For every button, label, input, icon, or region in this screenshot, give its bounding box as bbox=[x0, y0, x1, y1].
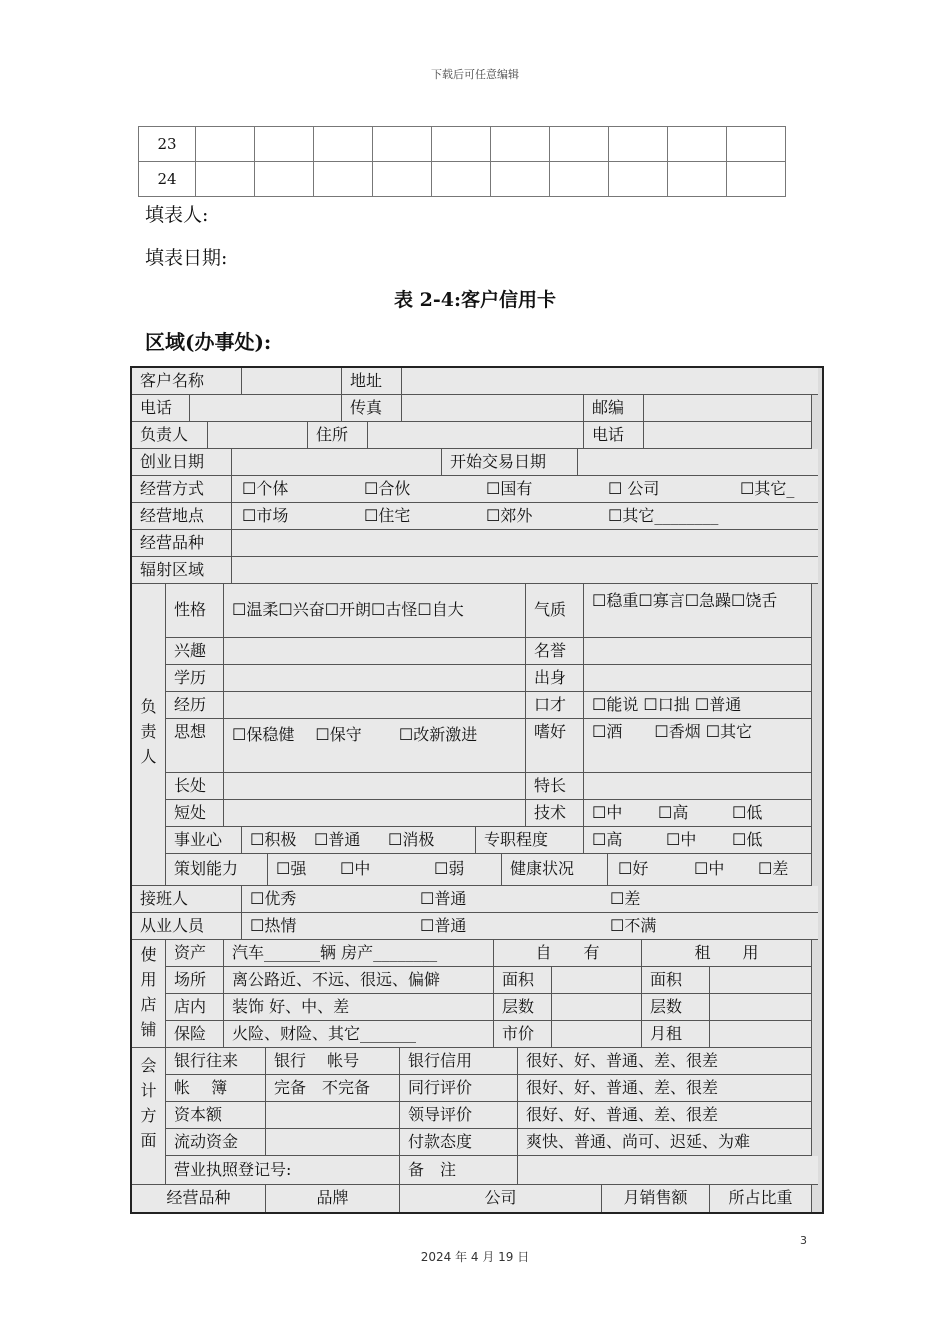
rent-floors-label: 层数 bbox=[642, 994, 710, 1021]
successor-normal[interactable]: ☐普通 bbox=[420, 889, 467, 908]
temperament-label: 气质 bbox=[526, 584, 584, 638]
fax-label: 传真 bbox=[342, 395, 402, 422]
owner-label: 负责人 bbox=[132, 422, 208, 449]
radiation-area-value[interactable] bbox=[232, 557, 818, 584]
business-location-options bbox=[232, 503, 818, 530]
health-poor[interactable]: ☐差 bbox=[758, 859, 789, 878]
address-label: 地址 bbox=[342, 368, 402, 395]
career-passive[interactable]: ☐消极 bbox=[388, 830, 435, 849]
market-price-value[interactable] bbox=[552, 1021, 642, 1048]
character-label: 性格 bbox=[166, 584, 224, 638]
reputation-value[interactable] bbox=[584, 638, 812, 665]
bank-credit-scale[interactable]: 很好、好、普通、差、很差 bbox=[518, 1048, 812, 1075]
hobby-label: 兴趣 bbox=[166, 638, 224, 665]
filler-label: 填表人: bbox=[145, 204, 209, 226]
reputation-label: 名誉 bbox=[526, 638, 584, 665]
founded-label: 创业日期 bbox=[132, 449, 232, 476]
option-company[interactable]: ☐ 公司 bbox=[608, 479, 660, 498]
own-floors-label: 层数 bbox=[494, 994, 552, 1021]
dedication-options bbox=[584, 827, 812, 854]
assets-value[interactable]: 汽车_______辆 房产________ bbox=[224, 940, 494, 967]
skill-options bbox=[584, 800, 812, 827]
planning-options bbox=[268, 854, 502, 886]
successor-options bbox=[242, 886, 818, 913]
habit-label: 嗜好 bbox=[526, 719, 584, 773]
staff-enthusiastic[interactable]: ☐热情 bbox=[250, 916, 297, 935]
planning-weak[interactable]: ☐弱 bbox=[434, 859, 465, 878]
rent-area-label: 面积 bbox=[642, 967, 710, 994]
successor-excellent[interactable]: ☐优秀 bbox=[250, 889, 297, 908]
leader-review-label: 领导评价 bbox=[400, 1102, 518, 1129]
temperament-options[interactable]: ☐稳重☐寡言☐急躁☐饶舌 bbox=[584, 584, 812, 638]
radiation-area-label: 辐射区域 bbox=[132, 557, 232, 584]
business-variety-value[interactable] bbox=[232, 530, 818, 557]
bank-label: 银行往来 bbox=[166, 1048, 266, 1075]
person-section-label: 负责人 bbox=[132, 584, 166, 886]
career-active[interactable]: ☐积极 bbox=[250, 830, 297, 849]
interior-value[interactable]: 装饰 好、中、差 bbox=[224, 994, 494, 1021]
option-partnership[interactable]: ☐合伙 bbox=[364, 479, 411, 498]
strength-label: 长处 bbox=[166, 773, 224, 800]
business-mode-options bbox=[232, 476, 818, 503]
fax-value[interactable] bbox=[402, 395, 584, 422]
address-value[interactable] bbox=[402, 368, 818, 395]
start-trade-value[interactable] bbox=[578, 449, 818, 476]
character-options[interactable]: ☐温柔☐兴奋☐开朗☐古怪☐自大 bbox=[224, 584, 526, 638]
row-number: 24 bbox=[139, 162, 196, 197]
table-title: 表 2-4:客户信用卡 bbox=[394, 289, 556, 311]
variety-header: 经营品种 bbox=[132, 1185, 266, 1212]
successor-label: 接班人 bbox=[132, 886, 242, 913]
brand-header: 品牌 bbox=[266, 1185, 400, 1212]
remark-value[interactable] bbox=[518, 1156, 818, 1185]
health-good[interactable]: ☐好 bbox=[618, 859, 649, 878]
dedication-low[interactable]: ☐低 bbox=[732, 830, 763, 849]
shop-section-label: 使用店铺 bbox=[132, 940, 166, 1048]
skill-medium[interactable]: ☐中 bbox=[592, 803, 623, 822]
business-variety-label: 经营品种 bbox=[132, 530, 232, 557]
table-row bbox=[139, 127, 786, 162]
habit-options[interactable]: ☐酒 ☐香烟 ☐其它 bbox=[584, 719, 812, 773]
owner-value[interactable] bbox=[208, 422, 308, 449]
planning-strong[interactable]: ☐强 bbox=[276, 859, 307, 878]
zip-label: 邮编 bbox=[584, 395, 644, 422]
hobby-value[interactable] bbox=[224, 638, 526, 665]
weakness-value[interactable] bbox=[224, 800, 526, 827]
footer-date: 2024 年 4 月 19 日 bbox=[420, 1250, 530, 1264]
option-individual[interactable]: ☐个体 bbox=[242, 479, 289, 498]
health-label: 健康状况 bbox=[502, 854, 608, 886]
origin-label: 出身 bbox=[526, 665, 584, 692]
specialty-label: 特长 bbox=[526, 773, 584, 800]
rent-area-value[interactable] bbox=[710, 967, 812, 994]
option-location-other[interactable]: ☐其它________ bbox=[608, 506, 719, 525]
liquid-funds-label: 流动资金 bbox=[166, 1129, 266, 1156]
company-header: 公司 bbox=[400, 1185, 602, 1212]
staff-normal[interactable]: ☐普通 bbox=[420, 916, 467, 935]
insurance-value[interactable]: 火险、财险、其它_______ bbox=[224, 1021, 494, 1048]
monthly-rent-value[interactable] bbox=[710, 1021, 812, 1048]
skill-low[interactable]: ☐低 bbox=[732, 803, 763, 822]
peer-review-label: 同行评价 bbox=[400, 1075, 518, 1102]
place-label: 场所 bbox=[166, 967, 224, 994]
capital-label: 资本额 bbox=[166, 1102, 266, 1129]
interior-label: 店内 bbox=[166, 994, 224, 1021]
continuation-table bbox=[138, 126, 786, 197]
region-label: 区域(办事处): bbox=[145, 330, 272, 354]
residence-value[interactable] bbox=[368, 422, 584, 449]
skill-label: 技术 bbox=[526, 800, 584, 827]
peer-review-scale[interactable]: 很好、好、普通、差、很差 bbox=[518, 1075, 812, 1102]
weakness-label: 短处 bbox=[166, 800, 224, 827]
staff-dissatisfied[interactable]: ☐不满 bbox=[610, 916, 657, 935]
accounting-section-label: 会计方面 bbox=[132, 1048, 166, 1185]
rent-label: 租 用 bbox=[642, 940, 812, 967]
career-label: 事业心 bbox=[166, 827, 242, 854]
origin-value[interactable] bbox=[584, 665, 812, 692]
monthly-sales-header: 月销售额 bbox=[602, 1185, 710, 1212]
option-market[interactable]: ☐市场 bbox=[242, 506, 289, 525]
phone-value[interactable] bbox=[190, 395, 342, 422]
header-note: 下载后可任意编辑 bbox=[431, 68, 519, 81]
business-mode-label: 经营方式 bbox=[132, 476, 232, 503]
payment-attitude-scale[interactable]: 爽快、普通、尚可、迟延、为难 bbox=[518, 1129, 812, 1156]
experience-label: 经历 bbox=[166, 692, 224, 719]
books-label: 帐 簿 bbox=[166, 1075, 266, 1102]
option-suburb[interactable]: ☐郊外 bbox=[486, 506, 533, 525]
career-normal[interactable]: ☐普通 bbox=[314, 830, 361, 849]
residence-label: 住所 bbox=[308, 422, 368, 449]
start-trade-label: 开始交易日期 bbox=[442, 449, 578, 476]
eloquence-options[interactable]: ☐能说 ☐口拙 ☐普通 bbox=[584, 692, 812, 719]
skill-high[interactable]: ☐高 bbox=[658, 803, 689, 822]
books-value[interactable]: 完备 不完备 bbox=[266, 1075, 400, 1102]
option-other[interactable]: ☐其它_ bbox=[740, 479, 795, 498]
monthly-rent-label: 月租 bbox=[642, 1021, 710, 1048]
page-number: 3 bbox=[800, 1234, 807, 1247]
education-value[interactable] bbox=[224, 665, 526, 692]
dedication-high[interactable]: ☐高 bbox=[592, 830, 623, 849]
option-state-owned[interactable]: ☐国有 bbox=[486, 479, 533, 498]
remark-label: 备 注 bbox=[400, 1156, 518, 1185]
phone-label-2: 电话 bbox=[584, 422, 644, 449]
capital-value[interactable] bbox=[266, 1102, 400, 1129]
founded-value[interactable] bbox=[232, 449, 442, 476]
customer-name-label: 客户名称 bbox=[132, 368, 242, 395]
career-options bbox=[242, 827, 476, 854]
zip-value[interactable] bbox=[644, 395, 812, 422]
health-medium[interactable]: ☐中 bbox=[694, 859, 725, 878]
business-location-label: 经营地点 bbox=[132, 503, 232, 530]
own-area-label: 面积 bbox=[494, 967, 552, 994]
strength-value[interactable] bbox=[224, 773, 526, 800]
own-label: 自 有 bbox=[494, 940, 642, 967]
staff-label: 从业人员 bbox=[132, 913, 242, 940]
credit-card-form bbox=[130, 366, 824, 1214]
dedication-label: 专职程度 bbox=[476, 827, 584, 854]
assets-label: 资产 bbox=[166, 940, 224, 967]
thought-label: 思想 bbox=[166, 719, 224, 773]
own-floors-value[interactable] bbox=[552, 994, 642, 1021]
rent-floors-value[interactable] bbox=[710, 994, 812, 1021]
market-price-label: 市价 bbox=[494, 1021, 552, 1048]
staff-options bbox=[242, 913, 818, 940]
row-number: 23 bbox=[139, 127, 196, 162]
specialty-value[interactable] bbox=[584, 773, 812, 800]
phone-label: 电话 bbox=[132, 395, 190, 422]
customer-name-value[interactable] bbox=[242, 368, 342, 395]
liquid-funds-value[interactable] bbox=[266, 1129, 400, 1156]
dedication-medium[interactable]: ☐中 bbox=[666, 830, 697, 849]
planning-medium[interactable]: ☐中 bbox=[340, 859, 371, 878]
leader-review-scale[interactable]: 很好、好、普通、差、很差 bbox=[518, 1102, 812, 1129]
bank-account-label: 银行 帐号 bbox=[266, 1048, 400, 1075]
license-label: 营业执照登记号: bbox=[166, 1156, 400, 1185]
health-options bbox=[608, 854, 812, 886]
option-residential[interactable]: ☐住宅 bbox=[364, 506, 411, 525]
place-value[interactable]: 离公路近、不远、很远、偏僻 bbox=[224, 967, 494, 994]
date-label: 填表日期: bbox=[145, 247, 228, 269]
own-area-value[interactable] bbox=[552, 967, 642, 994]
insurance-label: 保险 bbox=[166, 1021, 224, 1048]
table-row bbox=[139, 162, 786, 197]
successor-poor[interactable]: ☐差 bbox=[610, 889, 641, 908]
eloquence-label: 口才 bbox=[526, 692, 584, 719]
experience-value[interactable] bbox=[224, 692, 526, 719]
education-label: 学历 bbox=[166, 665, 224, 692]
phone-value-2[interactable] bbox=[644, 422, 812, 449]
bank-credit-label: 银行信用 bbox=[400, 1048, 518, 1075]
planning-label: 策划能力 bbox=[166, 854, 268, 886]
share-header: 所占比重 bbox=[710, 1185, 812, 1212]
thought-options[interactable]: ☐保稳健 ☐保守 ☐改新激进 bbox=[224, 719, 526, 773]
payment-attitude-label: 付款态度 bbox=[400, 1129, 518, 1156]
